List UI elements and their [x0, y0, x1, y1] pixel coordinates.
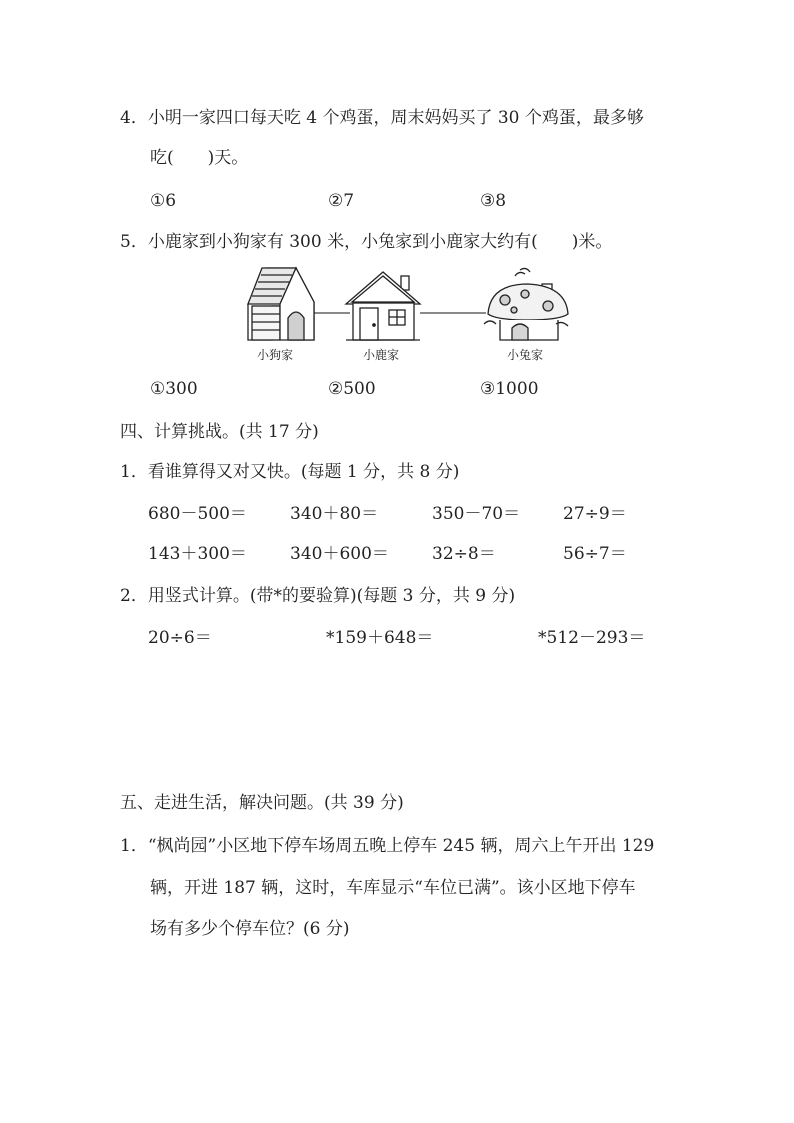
vertical-calc-item: 20÷6＝ — [148, 628, 212, 648]
q5-line1: 5．小鹿家到小狗家有 300 米，小兔家到小鹿家大约有( )米。 — [120, 232, 613, 252]
calc-item: 143＋300＝ — [148, 544, 247, 564]
vertical-calc-item: *512－293＝ — [538, 628, 646, 648]
section5-q1-line2: 辆，开进 187 辆，这时，车库显示“车位已满”。该小区地下停车 — [150, 878, 636, 898]
section5-q1-line3: 场有多少个停车位？(6 分) — [150, 919, 350, 939]
q5-label-deer-house: 小鹿家 — [363, 348, 400, 362]
section4-q1-title: 1．看谁算得又对又快。(每题 1 分，共 8 分) — [120, 462, 460, 482]
calc-item: 27÷9＝ — [563, 504, 627, 524]
section4-title: 四、计算挑战。(共 17 分) — [120, 422, 319, 442]
vertical-calc-item: *159＋648＝ — [326, 628, 434, 648]
section4-q2-title: 2．用竖式计算。(带*的要验算)(每题 3 分，共 9 分) — [120, 586, 516, 606]
calc-item: 340＋600＝ — [290, 544, 389, 564]
q4-option-3[interactable]: ③8 — [480, 191, 507, 211]
calc-item: 350－70＝ — [432, 504, 521, 524]
q5-label-rabbit-house: 小兔家 — [507, 348, 544, 362]
calc-item: 340＋80＝ — [290, 504, 379, 524]
calc-item: 680－500＝ — [148, 504, 247, 524]
q5-option-1[interactable]: ①300 — [150, 379, 198, 399]
q5-option-3[interactable]: ③1000 — [480, 379, 539, 399]
q4-option-2[interactable]: ②7 — [328, 191, 355, 211]
q4-line1: 4．小明一家四口每天吃 4 个鸡蛋，周末妈妈买了 30 个鸡蛋，最多够 — [120, 108, 644, 128]
q5-option-2[interactable]: ②500 — [328, 379, 376, 399]
q5-label-dog-house: 小狗家 — [257, 348, 294, 362]
section5-title: 五、走进生活，解决问题。(共 39 分) — [120, 793, 404, 813]
section5-q1-line1: 1．“枫尚园”小区地下停车场周五晚上停车 245 辆，周六上午开出 129 — [120, 836, 655, 856]
q4-line2: 吃( )天。 — [150, 148, 249, 168]
q5-illustration-houses — [0, 262, 794, 362]
q4-option-1[interactable]: ①6 — [150, 191, 177, 211]
calc-item: 32÷8＝ — [432, 544, 496, 564]
rabbit-house-icon — [484, 268, 568, 340]
calc-item: 56÷7＝ — [563, 544, 627, 564]
q5-illustration — [0, 0, 560, 130]
dog-house-icon — [248, 268, 314, 340]
deer-house-icon — [346, 272, 420, 340]
